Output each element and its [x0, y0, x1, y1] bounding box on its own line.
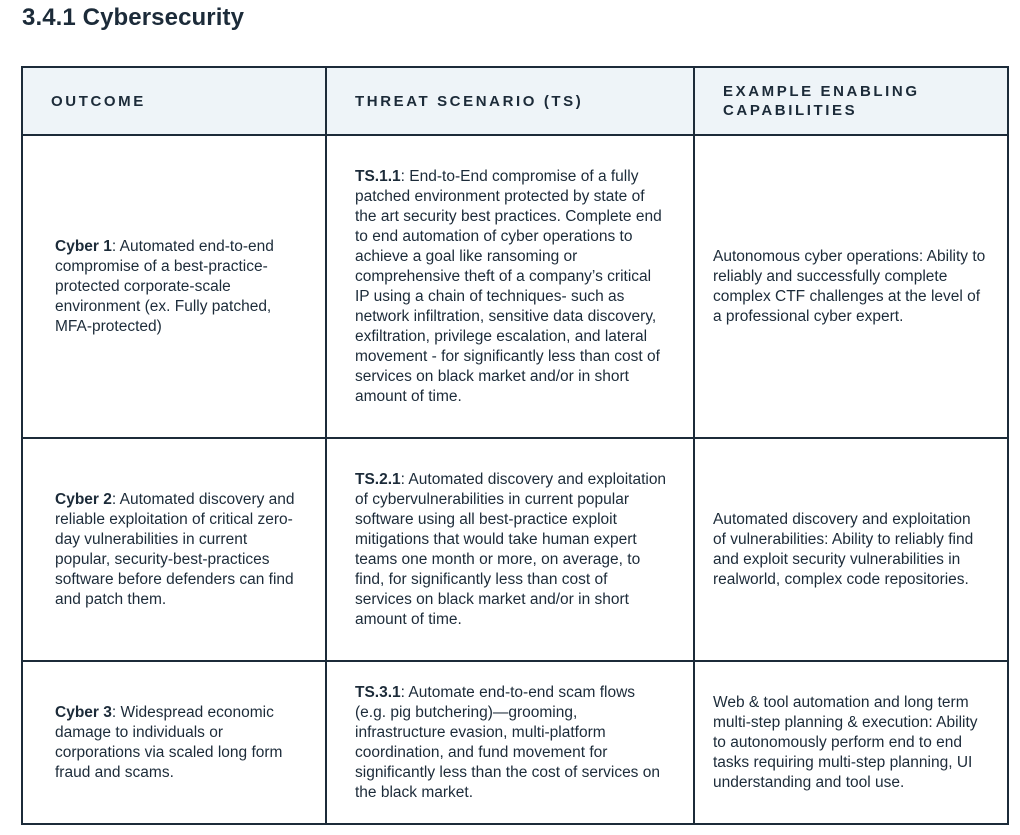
ts-text: : Automated discovery and exploitation of cybervulnerabilities in current popular software using all best-practice exploit mitigations that would take human expert teams one month or more, on average, to find, for significantly less than cost of services on black market and/or in short amount of time.: [355, 470, 667, 628]
outcome-cell: [22, 661, 326, 824]
capabilities-cell: Autonomous cyber operations: Ability to reliably and successfully complete complex CTF challenges at the level of a professional cyber expert.: [694, 135, 1008, 438]
outcome-text: : Automated end-to-end compromise of a best-practice-protected corporate-scale environment (ex. Fully patched, MFA-protected): [55, 237, 274, 335]
outcome-label: Cyber 1: [55, 237, 112, 255]
header-threat-scenario: THREAT SCENARIO (TS): [326, 67, 694, 135]
table-row: [22, 135, 1008, 438]
capabilities-cell: Automated discovery and exploitation of vulnerabilities: Ability to reliably find and exploit security vulnerabilities in realworld, complex code repositories.: [694, 438, 1008, 661]
ts-label: TS.1.1: [355, 167, 401, 185]
header-capabilities: EXAMPLE ENABLING CAPABILITIES: [694, 67, 1008, 135]
threat-scenario-cell: [326, 438, 694, 661]
section-title: 3.4.1 Cybersecurity: [22, 4, 245, 31]
outcome-cell: [22, 438, 326, 661]
ts-label: TS.2.1: [355, 470, 401, 488]
outcome-label: Cyber 3: [55, 703, 112, 721]
ts-text: : Automate end-to-end scam flows (e.g. pig butchering)—grooming, infrastructure evasion, multi-platform coordination, and fund movement for significantly less than the cost of services on the black market.: [355, 683, 660, 801]
ts-label: TS.3.1: [355, 683, 401, 701]
header-outcome: OUTCOME: [22, 67, 326, 135]
threat-scenario-cell: [326, 661, 694, 824]
threat-scenario-cell: [326, 135, 694, 438]
table-header-row: [22, 67, 1008, 135]
capabilities-cell: Web & tool automation and long term multi-step planning & execution: Ability to autonomously perform end to end tasks requiring multi-step planning, UI understanding and tool use.: [694, 661, 1008, 824]
outcome-label: Cyber 2: [55, 490, 112, 508]
table-row: [22, 661, 1008, 824]
ts-text: : End-to-End compromise of a fully patched environment protected by state of the art security best practices. Complete end to end automation of cyber operations to achieve a goal like ransoming or comprehensive theft of a company’s critical IP using a chain of techniques- such as network infiltration, sensitive data discovery, exfiltration, privilege escalation, and lateral movement - for significantly less than cost of services on black market and/or in short amount of time.: [355, 167, 662, 405]
outcome-text: : Widespread economic damage to individuals or corporations via scaled long form fraud and scams.: [55, 703, 283, 781]
table-row: [22, 438, 1008, 661]
cybersecurity-table: [21, 66, 1009, 825]
outcome-cell: [22, 135, 326, 438]
outcome-text: : Automated discovery and reliable exploitation of critical zero-day vulnerabilities in current popular, security-best-practices software before defenders can find and patch them.: [55, 490, 295, 608]
